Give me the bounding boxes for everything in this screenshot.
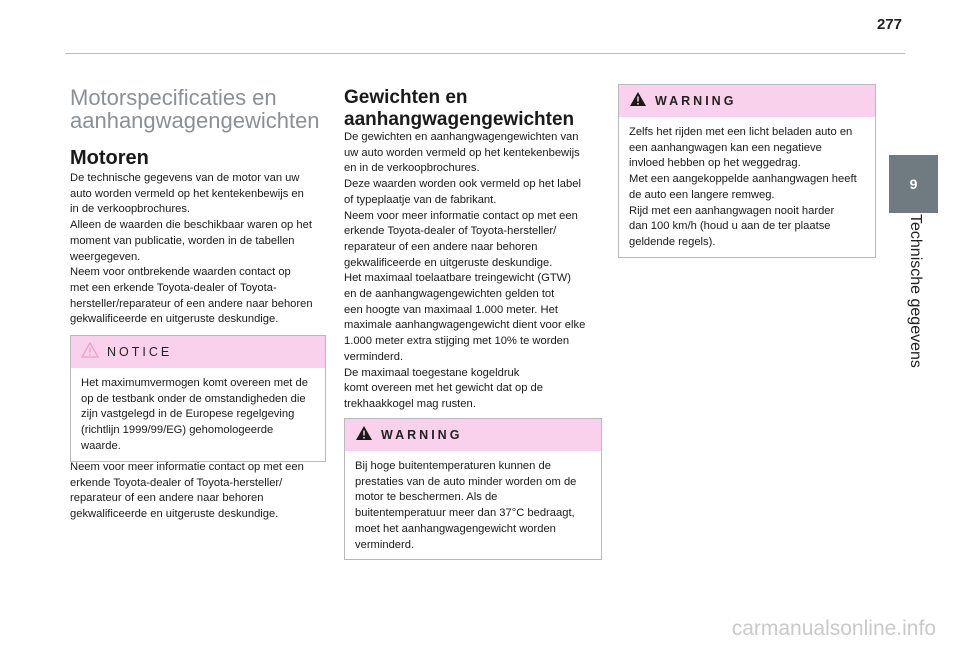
chapter-tab[interactable] bbox=[889, 155, 938, 213]
warning-triangle-icon bbox=[355, 425, 373, 446]
chapter-number: 9 bbox=[909, 176, 918, 192]
chapter-title: Technische gegevens bbox=[906, 214, 924, 368]
warning-box-trailer bbox=[618, 84, 876, 258]
warning-title: WARNING bbox=[381, 428, 463, 442]
notice-triangle-icon bbox=[81, 342, 99, 363]
warning-title: WARNING bbox=[655, 94, 737, 108]
warning-body-trailer: Zelfs het rijden met een licht beladen auto en een aanhangwagen kan een negatieve invloed hebben op het weggedrag. Met een aangekoppelde aanhangwagen heeft de auto een langere remweg. Rijd met een aanhangwagen nooit harder dan 100 km/h (houd u aan de ter plaatse geldende regels). bbox=[629, 126, 857, 248]
page-title-line1: Motorspecificaties en bbox=[70, 85, 277, 110]
section-heading-engines: Motoren bbox=[70, 147, 149, 169]
warning-body-temperature: Bij hoge buitentemperaturen kunnen de prestaties van de auto minder worden om de motor te beschermen. Als de buitentemperatuur meer dan 37°C bedraagt, moet het aanhangwagengewicht worden verminderd. bbox=[355, 460, 577, 551]
notice-title: NOTICE bbox=[107, 345, 173, 359]
engines-outro: Neem voor meer informatie contact op met een erkende Toyota-dealer of Toyota-hersteller/ reparateur of een andere naar behoren gekwalificeerde en uitgeruste deskundige. bbox=[70, 461, 304, 521]
warning-box-temperature bbox=[344, 418, 602, 560]
watermark: carmanualsonline.info bbox=[731, 617, 936, 640]
warning-header bbox=[345, 419, 601, 451]
page-number: 277 bbox=[876, 16, 902, 33]
weights-heading-line2: aanhangwagengewichten bbox=[344, 109, 575, 130]
header-rule bbox=[65, 53, 905, 54]
chapter-title-strip bbox=[889, 214, 938, 392]
notice-header bbox=[71, 336, 325, 368]
warning-header bbox=[619, 85, 875, 117]
warning-triangle-icon bbox=[629, 91, 647, 112]
notice-box bbox=[70, 335, 326, 462]
weights-heading-line1: Gewichten en bbox=[344, 87, 468, 108]
page-title-line2: aanhangwagengewichten bbox=[70, 108, 320, 133]
engines-intro: De technische gegevens van de motor van uw auto worden vermeld op het kentekenbewijs en in de verkoopbrochures. Alleen de waarden die beschikbaar waren op het moment van publicatie, worden in de tabellen weergegeven. Neem voor ontbrekende waarden contact op met een erkende Toyota-dealer of Toyota- hersteller/reparateur of een andere naar behoren gekwalificeerde en uitgeruste deskundige. bbox=[70, 172, 313, 326]
notice-body: Het maximumvermogen komt overeen met de op de testbank onder de omstandigheden die zijn vastgelegd in de Europese regelgeving (richtlijn 1999/99/EG) gehomologeerde waarde. bbox=[81, 377, 308, 452]
weights-body: De gewichten en aanhangwagengewichten van uw auto worden vermeld op het kentekenbewijs en in de verkoopbrochures. Deze waarden worden ook vermeld op het label of typeplaatje van de fabrikant. Neem voor meer informatie contact op met een erkende Toyota-dealer of Toyota-hersteller/ reparateur of een andere naar behoren gekwalificeerde en uitgeruste deskundige. Het maximaal toelaatbare treingewicht (GTW) en de aanhangwagengewichten gelden tot een hoogte van maximaal 1.000 meter. Het maximale aanhangwagengewicht dient voor elke 1.000 meter extra stijging met 10% te worden verminderd. De maximaal toegestane kogeldruk komt overeen met het gewicht dat op de trekhaakkogel mag rusten. bbox=[344, 131, 586, 410]
